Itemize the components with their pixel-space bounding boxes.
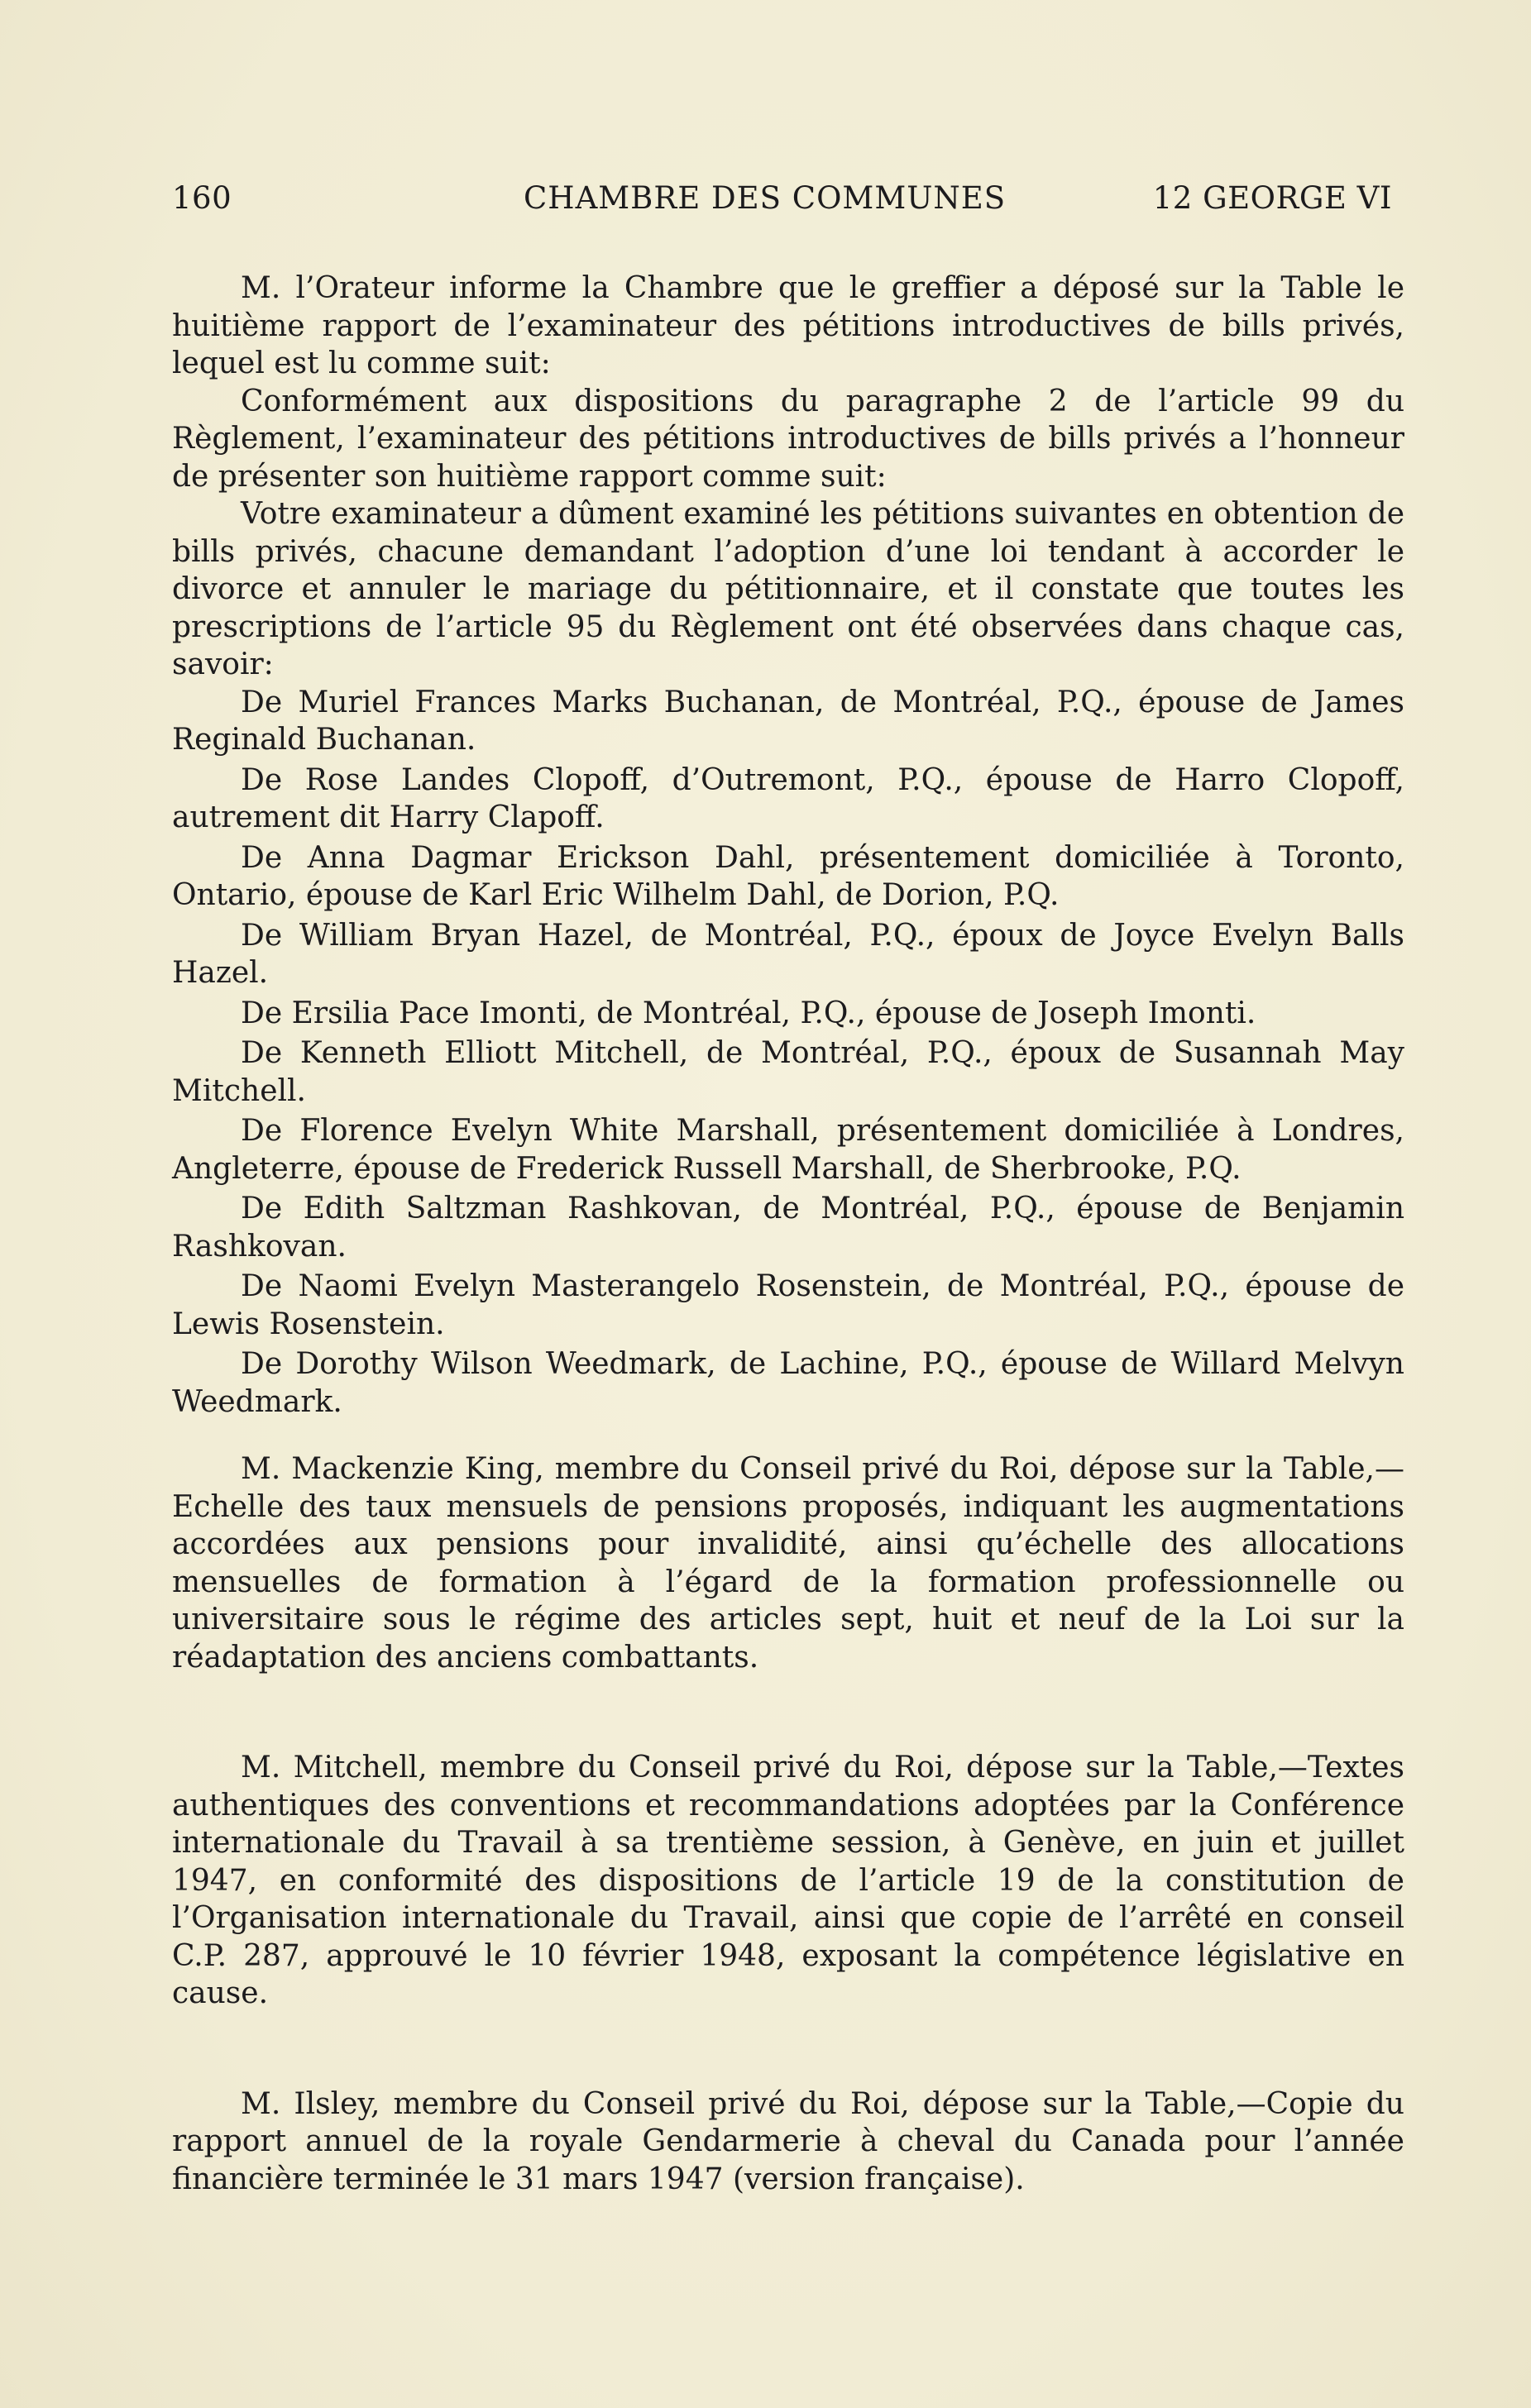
king-tabling-paragraph: M. Mackenzie King, membre du Conseil privé du Roi, dépose sur la Table,—Echelle des taux mensuels de pensions proposés, indiquant les augmentations accordées aux pensions pour invalidité, ainsi qu’échelle des allocations mensuelles de formation à l’égard de la formation professionnelle ou universitaire sous le régime des articles sept, huit et neuf de la Loi sur la réadaptation des anciens combattants. — [172, 1452, 1404, 1675]
petition-entry: De Anna Dagmar Erickson Dahl, présentement domiciliée à Toronto, Ontario, épouse de Karl Eric Wilhelm Dahl, de Dorion, P.Q. — [172, 840, 1404, 912]
petition-entry: De Naomi Evelyn Masterangelo Rosenstein, de Montréal, P.Q., épouse de Lewis Rosenstein. — [172, 1269, 1404, 1341]
petition-entry: De Kenneth Elliott Mitchell, de Montréal, P.Q., époux de Susannah May Mitchell. — [172, 1036, 1404, 1108]
running-header — [172, 180, 1392, 223]
page-number: 160 — [172, 180, 232, 216]
ilsley-tabling-paragraph: M. Ilsley, membre du Conseil privé du Roi, dépose sur la Table,—Copie du rapport annuel de la royale Gendarmerie à cheval du Canada pour l’année financière terminée le 31 mars 1947 (version française). — [172, 2086, 1404, 2196]
session-label: 12 GEORGE VI — [1152, 180, 1392, 216]
petition-entry: De Ersilia Pace Imonti, de Montréal, P.Q., épouse de Joseph Imonti. — [241, 996, 1256, 1030]
petition-entry: De Florence Evelyn White Marshall, présentement domiciliée à Londres, Angleterre, épouse de Frederick Russell Marshall, de Sherbrooke, P.Q. — [172, 1114, 1404, 1186]
petition-entry: De Rose Landes Clopoff, d’Outremont, P.Q., épouse de Harro Clopoff, autrement dit Harry Clapoff. — [172, 762, 1404, 834]
petition-entry: De Dorothy Wilson Weedmark, de Lachine, P.Q., épouse de Willard Melvyn Weedmark. — [172, 1347, 1404, 1419]
intro-paragraph: M. l’Orateur informe la Chambre que le greffier a déposé sur la Table le huitième rapport de l’examinateur des pétitions introductives de bills privés, lequel est lu comme suit: — [172, 271, 1404, 380]
page-body — [172, 270, 1404, 2198]
conformement-paragraph: Conformément aux dispositions du paragraphe 2 de l’article 99 du Règlement, l’examinateur des pétitions introductives de bills privés a l’honneur de présenter son huitième rapport comme suit: — [172, 384, 1404, 494]
petition-entry: De Edith Saltzman Rashkovan, de Montréal, P.Q., épouse de Benjamin Rashkovan. — [172, 1192, 1404, 1264]
mitchell-tabling-paragraph: M. Mitchell, membre du Conseil privé du Roi, dépose sur la Table,—Textes authentiques des conventions et recommandations adoptées par la Conférence internationale du Travail à sa trentième session, à Genève, en juin et juillet 1947, en conformité des dispositions de l’article 19 de la constitution de l’Organisation internationale du Travail, ainsi que copie de l’arrêté en conseil C.P. 287, approuvé le 10 février 1948, exposant la compétence législative en cause. — [172, 1751, 1404, 2010]
examination-paragraph: Votre examinateur a dûment examiné les pétitions suivantes en obtention de bills privés, chacune demandant l’adoption d’une loi tendant à accorder le divorce et annuler le mariage du pétitionnaire, et il constate que toutes les prescriptions de l’article 95 du Règlement ont été observées dans chaque cas, savoir: — [172, 497, 1404, 681]
petition-entry: De William Bryan Hazel, de Montréal, P.Q., époux de Joyce Evelyn Balls Hazel. — [172, 918, 1404, 990]
running-title: CHAMBRE DES COMMUNES — [524, 180, 1007, 216]
petition-entry: De Muriel Frances Marks Buchanan, de Montréal, P.Q., épouse de James Reginald Buchanan. — [172, 685, 1404, 757]
